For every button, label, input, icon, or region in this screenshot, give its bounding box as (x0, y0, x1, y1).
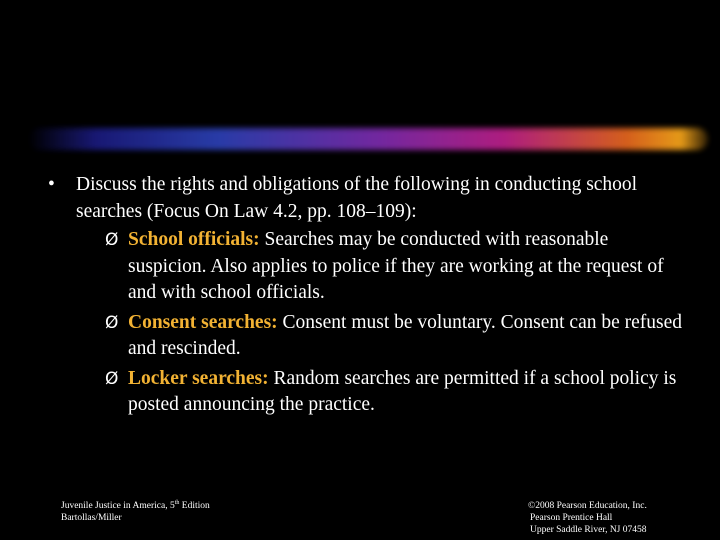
sub-bullet-text: Consent must be voluntary. Consent can be refused and rescinded. (128, 311, 683, 359)
footer-book-title-main: Juvenile Justice in America, 5 (61, 501, 175, 511)
footer-copyright-block (528, 500, 647, 536)
footer-book-info (61, 500, 210, 524)
sub-bullet-locker-searches (105, 366, 688, 419)
footer-publisher: Pearson Prentice Hall (530, 513, 613, 523)
arrow-bullet-icon: Ø (105, 312, 119, 333)
sub-bullet-term: Consent searches: (128, 311, 278, 333)
slide-content (48, 172, 688, 422)
arrow-bullet-icon: Ø (105, 230, 119, 250)
footer-authors: Bartollas/Miller (61, 513, 122, 523)
sub-bullet-text: Searches may be conducted with reasonable suspicion. Also applies to police if they are working at the request of and with school officials. (128, 229, 664, 303)
arrow-bullet-icon: Ø (105, 368, 119, 389)
decorative-gradient-bar (28, 128, 708, 150)
footer-book-title (61, 500, 210, 512)
sub-bullet-list (48, 227, 688, 419)
main-bullet-text: Discuss the rights and obligations of the following in conducting school searches (Focus On Law 4.2, pp. 108–109): (76, 174, 638, 222)
sub-bullet-consent-searches (105, 310, 688, 363)
sub-bullet-term: School officials: (128, 229, 260, 250)
sub-bullet-term: Locker searches: (128, 367, 269, 389)
footer-edition-superscript: th (174, 499, 180, 506)
bullet-icon: • (48, 174, 55, 195)
main-bullet (48, 172, 688, 225)
footer-book-title-edition: Edition (179, 501, 210, 511)
footer-copyright: ©2008 Pearson Education, Inc. (528, 501, 647, 511)
footer-address: Upper Saddle River, NJ 07458 (530, 525, 647, 535)
sub-bullet-school-officials (105, 227, 688, 307)
sub-bullet-text: Random searches are permitted if a school policy is posted announcing the practice. (128, 367, 677, 415)
